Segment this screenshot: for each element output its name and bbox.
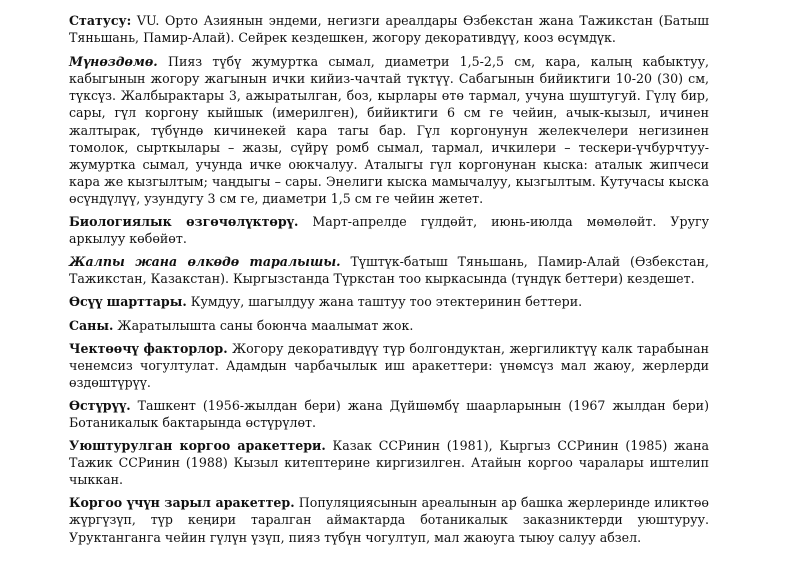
section-heading-needed-actions: Коргоо үчүн зарыл аракеттер. xyxy=(69,495,295,511)
section-heading-cultivation: Өстүрүү. xyxy=(69,397,131,413)
section-heading-protection-measures: Уюштурулган коргоо аракеттери. xyxy=(69,438,326,454)
section-habitat xyxy=(69,293,709,310)
section-text-cultivation: Ташкент (1956-жылдан бери) жана Дүйшөмбү шаарларынын (1967 жылдан бери) Ботаникалык бактарында өстүрүлөт. xyxy=(69,397,709,430)
section-heading-description: Мүнөздөмө. xyxy=(69,54,158,70)
section-population xyxy=(69,317,709,334)
section-text-biology: Март-апрелде гүлдөйт, июнь-июлда мөмөлөйт. Уругу аркылуу көбөйөт. xyxy=(69,214,709,247)
section-cultivation xyxy=(69,397,709,431)
section-limiting-factors xyxy=(69,340,709,391)
section-needed-actions xyxy=(69,494,709,545)
section-description xyxy=(69,53,709,207)
section-text-limiting-factors: Жогору декоративдүү түр болгондуктан, жергиликтүү калк тарабынан ченемсиз чогултулат. Адамдын чарбачылык иш аракеттери: үнөмсүз мал жаюу, жерлерди өздөштүрүү. xyxy=(69,340,709,390)
section-text-protection-measures: Казак ССРинин (1981), Кыргыз ССРинин (1985) жана Тажик ССРинин (1988) Кызыл китептерине киргизилген. Атайын коргоо чаралары иштелип чыккан. xyxy=(69,438,709,488)
section-heading-population: Саны. xyxy=(69,317,114,333)
section-text-status: VU. Орто Азиянын эндеми, негизги ареалдары Өзбекстан жана Тажикстан (Батыш Тяньшань, Памир-Алай). Сейрек кездешкен, жогору декоративдүү, кооз өсүмдүк. xyxy=(69,13,709,46)
section-distribution xyxy=(69,253,709,287)
section-text-needed-actions: Популяциясынын ареалынын ар башка жерлеринде иликтөө жүргүзүп, түр кеңири таралган аймактарда ботаникалык заказниктерди уюштуруу. Уруктанганга чейин гүлүн үзүп, пияз түбүн чогултуп, мал жаюуга тыюу салуу абзел. xyxy=(69,495,709,545)
section-text-population: Жаратылышта саны боюнча маалымат жок. xyxy=(113,317,414,333)
section-heading-distribution: Жалпы жана өлкөдө таралышы. xyxy=(69,254,341,270)
section-heading-biology: Биологиялык өзгөчөлүктөрү. xyxy=(69,214,299,230)
section-heading-limiting-factors: Чектөөчү факторлор. xyxy=(69,340,228,356)
section-heading-status: Статусу: xyxy=(69,13,132,28)
section-text-distribution: Түштүк-батыш Тяньшань, Памир-Алай (Өзбекстан, Тажикстан, Казакстан). Кыргызстанда Түркстан тоо кыркасында (түндүк беттери) кездешет. xyxy=(69,254,709,287)
section-text-description: Пияз түбү жумуртка сымал, диаметри 1,5-2,5 см, кара, калың кабыктуу, кабыгынын жогору жагынын ички кийиз-чачтай түктүү. Сабагынын бийиктиги 10-20 (30) см, түксүз. Жалбырактары 3, ажыратылган, боз, кырлары өтө тармал, учуна шуштугуй. Гүлү бир, сары, гүл коргону кыйшык (имерилген), бийиктиги 6 см ге чейин, ачык-кызыл, ичинен жалтырак, түбүндө кичинекей кара тагы бар. Гүл коргонунун желекчелери негизинен томолок, сырткылары – жазы, сүйрү ромб сымал, тармал, ичкилери – тескери-үчбурчтуу-жумуртка сымал, учунда ичке оюкчалуу. Аталыгы гүл коргонунан кыска: аталык жипчеси кара же кызгылтым; чаңдыгы – сары. Энелиги кыска мамычалуу, кызгылтым. Кутучасы кыска өсүндүлүү, узундугу 3 см ге, диаметри 1,5 см ге чейин жетет. xyxy=(69,54,709,206)
section-status xyxy=(69,12,709,46)
section-biology xyxy=(69,213,709,247)
section-protection-measures xyxy=(69,437,709,488)
section-heading-habitat: Өсүү шарттары. xyxy=(69,294,187,310)
section-text-habitat: Кумдуу, шагылдуу жана таштуу тоо этектеринин беттери. xyxy=(186,294,583,310)
document-page xyxy=(69,12,709,552)
